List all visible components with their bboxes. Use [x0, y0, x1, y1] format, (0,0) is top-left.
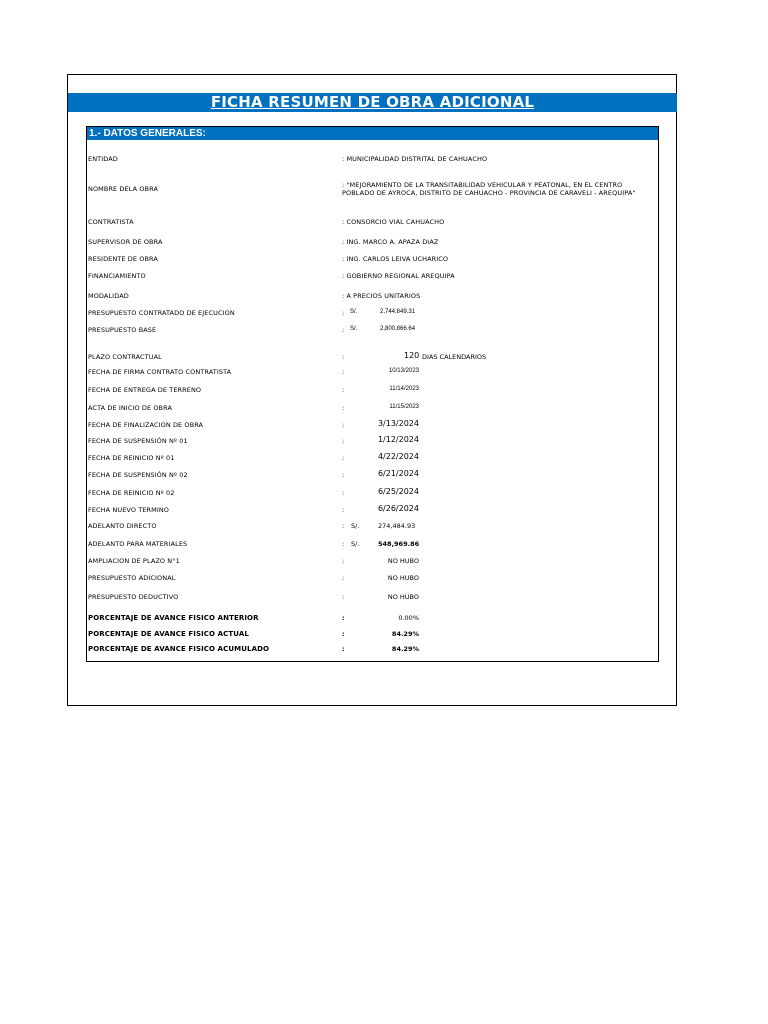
row-colon-plazo: :	[342, 353, 345, 361]
row-amount-pres-adicional: NO HUBO	[387, 574, 419, 582]
row-value-modalidad: : A PRECIOS UNITARIOS	[342, 292, 421, 300]
row-amount-pres-base: 2,800,866.64	[380, 326, 416, 332]
row-amount-adelanto-materiales: 548,969.86	[378, 540, 420, 548]
row-amount-adelanto-directo: 274,484.93	[378, 522, 416, 530]
row-label-entidad: ENTIDAD	[88, 155, 118, 163]
row-value-financiamiento: : GOBIERNO REGIONAL AREQUIPA	[342, 272, 455, 280]
row-amount-suspension1: 1/12/2024	[377, 435, 419, 444]
row-colon-pres-contratado: :	[342, 309, 345, 317]
row-amount-entrega: 11/14/2023	[389, 386, 419, 392]
row-colon-avance-anterior: :	[342, 614, 345, 622]
row-label-nuevo-termino: FECHA NUEVO TERMINO	[88, 506, 170, 514]
row-colon-pres-deductivo: :	[342, 593, 345, 601]
row-amount-avance-acumulado: 84.29%	[391, 645, 419, 653]
row-label-pres-contratado: PRESUPUESTO CONTRATADO DE EJECUCION	[88, 309, 235, 317]
page-title: FICHA RESUMEN DE OBRA ADICIONAL	[210, 93, 535, 111]
row-unit-plazo: DIAS CALENDARIOS	[422, 353, 487, 361]
row-colon-suspension1: :	[342, 437, 345, 445]
row-value-entidad: : MUNICIPALIDAD DISTRITAL DE CAHUACHO	[342, 155, 488, 163]
row-label-avance-acumulado: PORCENTAJE DE AVANCE FISICO ACUMULADO	[88, 645, 270, 653]
row-amount-pres-contratado: 2,744,849.31	[380, 309, 416, 315]
row-value-nombre-line2: POBLADO DE AYROCA, DISTRITO DE CAHUACHO - PROVINCIA DE CARAVELI - AREQUIPA"	[342, 189, 636, 197]
row-amount-reinicio2: 6/25/2024	[377, 487, 419, 496]
row-label-supervisor: SUPERVISOR DE OBRA	[88, 238, 163, 246]
row-amount-ampliacion: NO HUBO	[387, 557, 419, 565]
row-currency-adelanto-materiales: S/.	[351, 540, 360, 548]
row-label-firma: FECHA DE FIRMA CONTRATO CONTRATISTA	[88, 368, 232, 376]
row-amount-finalizacion: 3/13/2024	[377, 419, 419, 428]
row-label-reinicio2: FECHA DE REINICIO Nº 02	[88, 489, 175, 497]
title-bar	[68, 93, 677, 112]
row-amount-suspension2: 6/21/2024	[377, 469, 419, 478]
row-label-finalizacion: FECHA DE FINALIZACION DE OBRA	[88, 421, 204, 429]
row-amount-avance-actual: 84.29%	[391, 630, 419, 638]
row-colon-reinicio2: :	[342, 489, 345, 497]
row-value-nombre-line1: : "MEJORAMIENTO DE LA TRANSITABILIDAD VEHICULAR Y PEATONAL, EN EL CENTRO	[342, 181, 623, 189]
row-amount-nuevo-termino: 6/26/2024	[377, 504, 419, 513]
row-label-residente: RESIDENTE DE OBRA	[88, 255, 158, 263]
row-label-pres-deductivo: PRESUPUESTO DEDUCTIVO	[88, 593, 179, 601]
row-value-supervisor: : ING. MARCO A. APAZA DIAZ	[342, 238, 439, 246]
row-colon-avance-acumulado: :	[342, 645, 345, 653]
row-colon-acta: :	[342, 404, 345, 412]
row-label-adelanto-materiales: ADELANTO PARA MATERIALES	[88, 540, 188, 548]
row-colon-pres-adicional: :	[342, 574, 345, 582]
row-value-contratista: : CONSORCIO VIAL CAHUACHO	[342, 218, 445, 226]
row-currency-pres-base: S/.	[350, 326, 358, 332]
row-amount-reinicio1: 4/22/2024	[377, 452, 419, 461]
row-colon-adelanto-materiales: :	[342, 540, 345, 548]
row-colon-nuevo-termino: :	[342, 506, 345, 514]
row-label-plazo: PLAZO CONTRACTUAL	[88, 353, 162, 361]
row-amount-acta: 11/15/2023	[389, 404, 419, 410]
row-colon-ampliacion: :	[342, 557, 345, 565]
row-value-residente: : ING. CARLOS LEIVA UCHARICO	[342, 255, 449, 263]
row-label-suspension1: FECHA DE SUSPENSIÓN Nº 01	[88, 437, 188, 445]
row-colon-suspension2: :	[342, 471, 345, 479]
row-colon-entrega: :	[342, 386, 345, 394]
row-colon-reinicio1: :	[342, 454, 345, 462]
row-label-ampliacion: AMPLIACION DE PLAZO N°1	[88, 557, 180, 565]
row-colon-adelanto-directo: :	[342, 522, 345, 530]
row-label-pres-adicional: PRESUPUESTO ADICIONAL	[88, 574, 176, 582]
row-amount-firma: 10/13/2023	[388, 368, 419, 374]
row-label-entrega: FECHA DE ENTREGA DE TERRENO	[88, 386, 202, 394]
row-colon-avance-actual: :	[342, 630, 345, 638]
row-label-acta: ACTA DE INICIO DE OBRA	[88, 404, 173, 412]
row-label-financiamiento: FINANCIAMIENTO	[88, 272, 146, 280]
row-amount-avance-anterior: 0.00%	[398, 614, 419, 622]
row-colon-pres-base: :	[342, 326, 345, 334]
row-label-pres-base: PRESUPUESTO BASE	[88, 326, 157, 334]
row-amount-pres-deductivo: NO HUBO	[387, 593, 419, 601]
row-label-avance-anterior: PORCENTAJE DE AVANCE FISICO ANTERIOR	[88, 614, 259, 622]
row-amount-plazo: 120	[404, 351, 420, 360]
row-colon-finalizacion: :	[342, 421, 345, 429]
row-label-nombre: NOMBRE DELA OBRA	[88, 185, 159, 193]
row-label-suspension2: FECHA DE SUSPENSIÓN Nº 02	[88, 471, 188, 479]
row-colon-firma: :	[342, 368, 345, 376]
row-label-reinicio1: FECHA DE REINICIO Nº 01	[88, 454, 175, 462]
section-title: 1.- DATOS GENERALES:	[89, 128, 206, 139]
row-label-avance-actual: PORCENTAJE DE AVANCE FISICO ACTUAL	[88, 630, 249, 638]
row-label-adelanto-directo: ADELANTO DIRECTO	[88, 522, 157, 530]
row-currency-adelanto-directo: S/.	[351, 522, 360, 530]
section-header	[87, 127, 658, 140]
row-currency-pres-contratado: S/.	[350, 309, 358, 315]
row-label-modalidad: MODALIDAD	[88, 292, 129, 300]
row-label-contratista: CONTRATISTA	[88, 218, 134, 226]
